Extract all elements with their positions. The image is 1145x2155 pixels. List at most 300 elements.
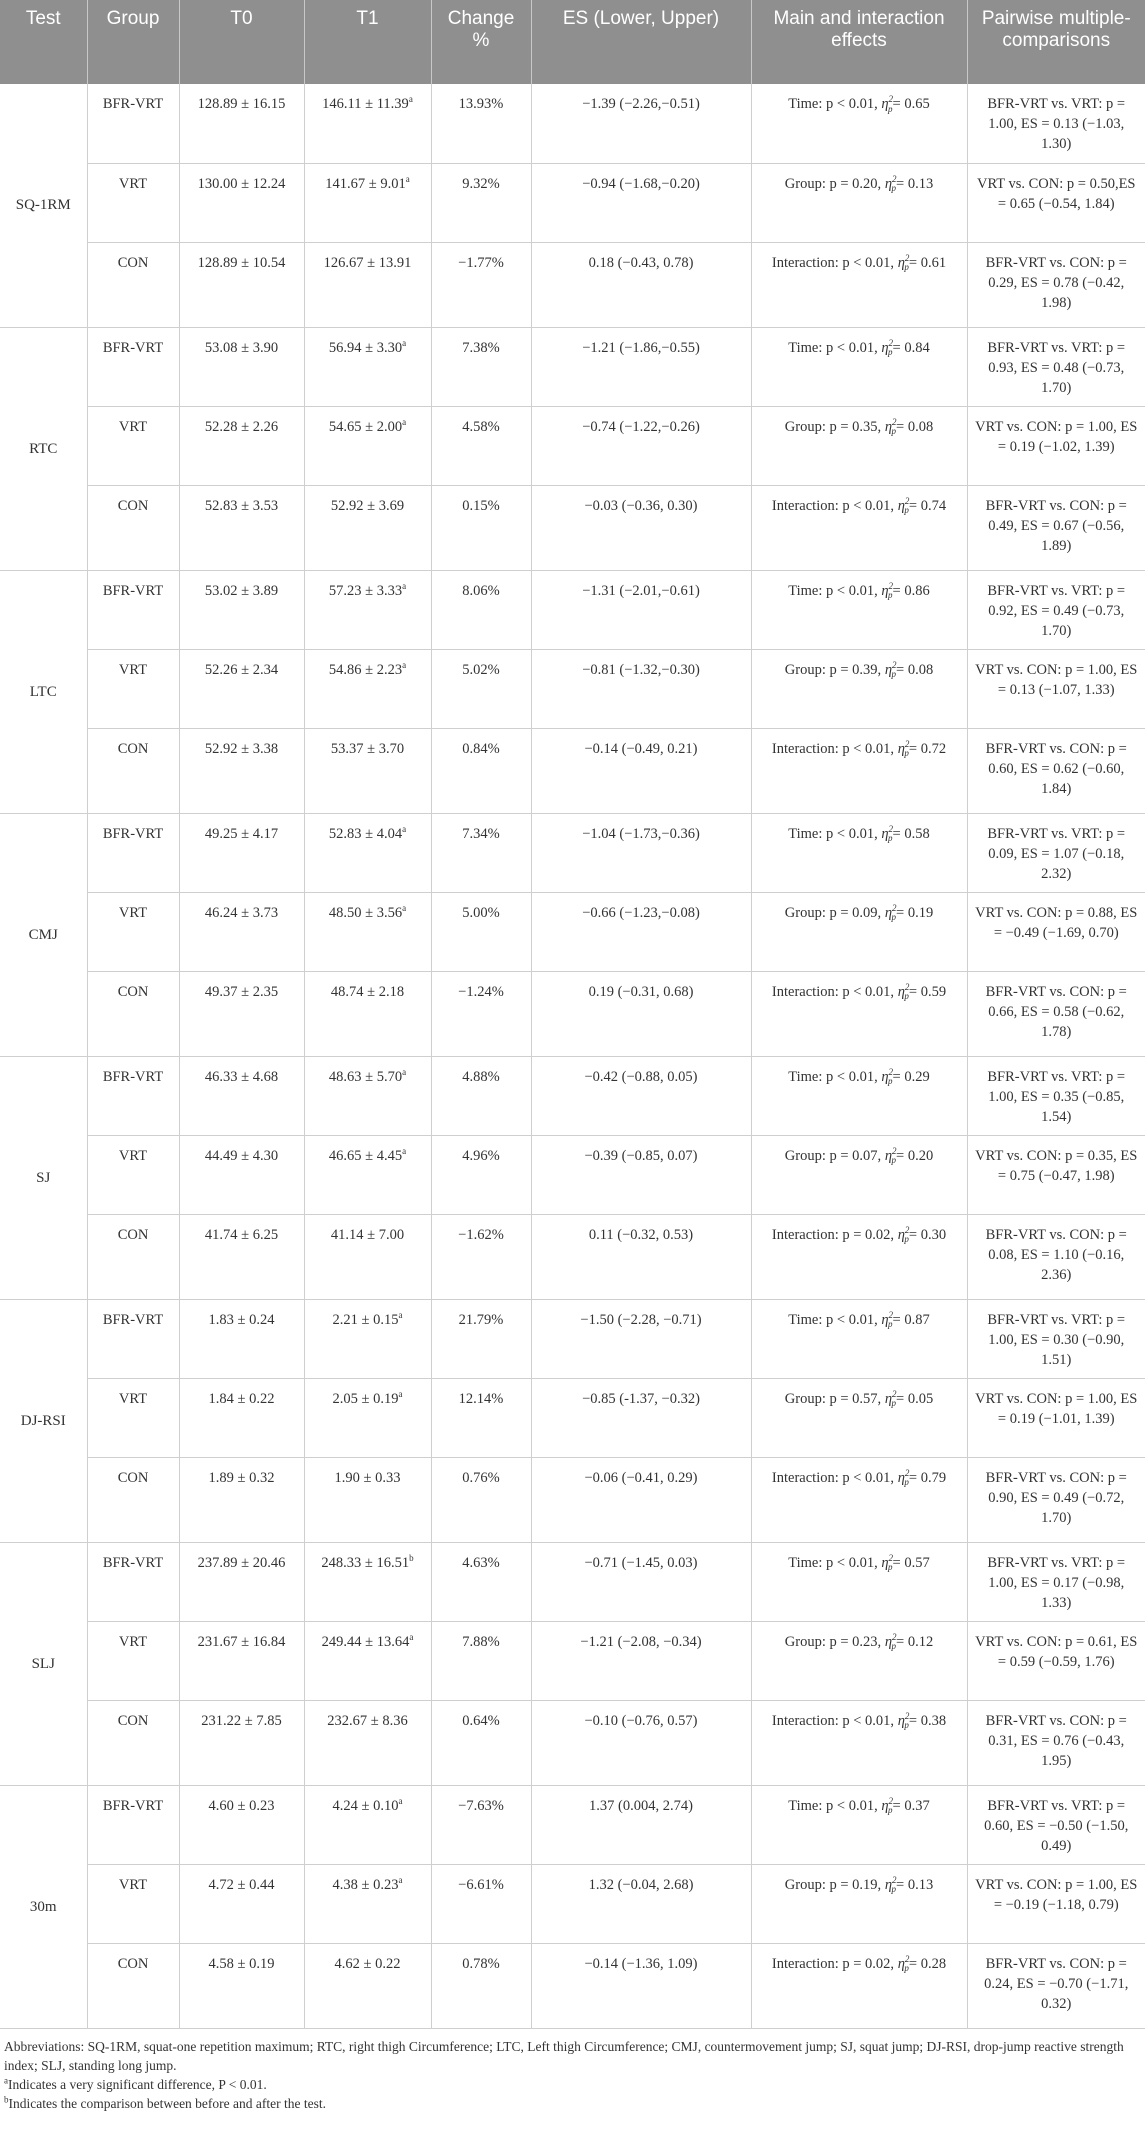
effects-cell — [751, 1299, 967, 1378]
t1-cell — [304, 570, 431, 649]
t1-cell — [304, 1621, 431, 1700]
t0-cell: 46.33 ± 4.68 — [179, 1056, 304, 1135]
effect-value: = 0.37 — [892, 1797, 930, 1814]
eta-subscript: p — [891, 426, 897, 437]
effects-cell — [751, 84, 967, 163]
eta-exponent: 2 — [904, 738, 910, 749]
eta-subscript: p — [891, 183, 897, 194]
t1-cell — [304, 1214, 431, 1299]
eta-exponent: 2 — [892, 1388, 897, 1399]
t0-cell: 41.74 ± 6.25 — [179, 1214, 304, 1299]
table-row — [0, 892, 1145, 971]
t0-cell: 4.72 ± 0.44 — [179, 1864, 304, 1943]
es-cell: 0.18 (−0.43, 0.78) — [531, 242, 751, 327]
pairwise-cell: VRT vs. CON: p = 1.00, ES = 0.13 (−1.07, 1.33) — [967, 649, 1145, 728]
es-cell: −0.74 (−1.22,−0.26) — [531, 406, 751, 485]
t1-value: 57.23 ± 3.33 — [328, 582, 403, 599]
effects-cell — [751, 406, 967, 485]
table-row — [0, 1214, 1145, 1299]
change-cell: 0.64% — [431, 1700, 531, 1785]
eta-letter: η — [881, 96, 889, 112]
t0-cell: 49.25 ± 4.17 — [179, 813, 304, 892]
t1-cell — [304, 327, 431, 406]
eta-squared-symbol — [897, 1467, 910, 1488]
effects-cell — [751, 892, 967, 971]
effect-label: Time: p < 0.01, — [788, 339, 882, 356]
eta-subscript: p — [904, 991, 909, 1002]
t1-value: 56.94 ± 3.30 — [328, 339, 403, 356]
es-cell: 1.37 (0.004, 2.74) — [531, 1785, 751, 1864]
test-name-cell: RTC — [0, 327, 87, 570]
table-row — [0, 1378, 1145, 1457]
t0-cell: 53.08 ± 3.90 — [179, 327, 304, 406]
es-cell: −1.04 (−1.73,−0.36) — [531, 813, 751, 892]
eta-letter: η — [884, 1147, 893, 1164]
change-cell: 12.14% — [431, 1378, 531, 1457]
t0-cell: 52.92 ± 3.38 — [179, 728, 304, 813]
t1-cell — [304, 813, 431, 892]
t0-cell: 49.37 ± 2.35 — [179, 971, 304, 1056]
effect-value: = 0.84 — [892, 339, 930, 356]
pairwise-cell: BFR-VRT vs. VRT: p = 0.09, ES = 1.07 (−0.18, 2.32) — [967, 813, 1145, 892]
eta-squared-symbol — [881, 823, 894, 844]
eta-squared-symbol — [881, 337, 894, 358]
change-cell: 0.84% — [431, 728, 531, 813]
t1-cell — [304, 1135, 431, 1214]
t1-cell — [304, 1457, 431, 1542]
effect-value: = 0.20 — [896, 1147, 934, 1164]
t0-cell: 4.58 ± 0.19 — [179, 1943, 304, 2028]
effect-value: = 0.65 — [892, 96, 930, 112]
pairwise-cell: BFR-VRT vs. CON: p = 0.31, ES = 0.76 (−0.43, 1.95) — [967, 1700, 1145, 1785]
t1-significance-mark: a — [398, 1874, 403, 1885]
header-change: Change % — [431, 0, 531, 84]
change-cell: 9.32% — [431, 163, 531, 242]
effect-value: = 0.13 — [896, 1876, 934, 1893]
eta-subscript: p — [891, 669, 897, 680]
effect-label: Interaction: p < 0.01, — [771, 983, 898, 1000]
eta-squared-symbol — [884, 173, 897, 194]
t1-value: 48.50 ± 3.56 — [328, 904, 403, 921]
eta-subscript: p — [904, 262, 909, 273]
eta-squared-symbol — [897, 1224, 910, 1245]
table-row — [0, 1621, 1145, 1700]
eta-squared-symbol — [881, 1066, 894, 1087]
t1-significance-mark: a — [402, 902, 407, 913]
eta-letter: η — [884, 1390, 893, 1407]
test-name-cell: 30m — [0, 1785, 87, 2028]
t0-cell: 231.22 ± 7.85 — [179, 1700, 304, 1785]
effect-label: Time: p < 0.01, — [788, 1554, 882, 1571]
effect-label: Group: p = 0.57, — [784, 1390, 885, 1407]
effect-value: = 0.61 — [908, 254, 947, 271]
t1-value: 126.67 ± 13.91 — [323, 254, 412, 271]
es-cell: −0.10 (−0.76, 0.57) — [531, 1700, 751, 1785]
t1-cell — [304, 1056, 431, 1135]
t0-cell: 237.89 ± 20.46 — [179, 1542, 304, 1621]
effect-value: = 0.05 — [896, 1390, 934, 1407]
eta-subscript: p — [888, 833, 893, 844]
eta-squared-symbol — [897, 738, 910, 759]
pairwise-cell: BFR-VRT vs. VRT: p = 1.00, ES = 0.35 (−0.85, 1.54) — [967, 1056, 1145, 1135]
es-cell: −0.94 (−1.68,−0.20) — [531, 163, 751, 242]
eta-letter: η — [897, 983, 905, 1000]
eta-letter: η — [881, 825, 889, 842]
eta-squared-symbol — [881, 1552, 894, 1573]
effect-label: Interaction: p < 0.01, — [771, 1712, 898, 1729]
eta-squared-symbol — [897, 981, 910, 1002]
table-row — [0, 971, 1145, 1056]
effect-label: Interaction: p < 0.01, — [771, 254, 898, 271]
table-row — [0, 485, 1145, 570]
eta-letter: η — [881, 1554, 889, 1571]
eta-subscript: p — [888, 1319, 893, 1330]
t1-value: 54.65 ± 2.00 — [328, 418, 403, 435]
effect-label: Interaction: p = 0.02, — [771, 1226, 898, 1243]
change-cell: 5.00% — [431, 892, 531, 971]
eta-subscript: p — [904, 505, 909, 516]
eta-exponent: 2 — [888, 1066, 894, 1077]
effect-value: = 0.87 — [892, 1311, 930, 1328]
t1-significance-mark: a — [402, 1145, 407, 1156]
group-cell: VRT — [87, 1621, 179, 1700]
t1-value: 52.92 ± 3.69 — [330, 497, 405, 514]
t1-cell — [304, 728, 431, 813]
t1-value: 2.21 ± 0.15 — [332, 1311, 399, 1328]
t1-significance-mark: a — [402, 337, 407, 348]
eta-subscript: p — [888, 1805, 893, 1816]
eta-subscript: p — [888, 103, 893, 114]
eta-exponent: 2 — [888, 94, 894, 105]
eta-exponent: 2 — [888, 823, 894, 834]
eta-letter: η — [897, 497, 905, 514]
pairwise-cell: VRT vs. CON: p = 0.61, ES = 0.59 (−0.59, 1.76) — [967, 1621, 1145, 1700]
table-row — [0, 728, 1145, 813]
table-row — [0, 570, 1145, 649]
effects-cell — [751, 327, 967, 406]
t1-significance-mark: a — [408, 94, 413, 105]
eta-squared-symbol — [897, 495, 910, 516]
t0-cell: 130.00 ± 12.24 — [179, 163, 304, 242]
t1-significance-mark: a — [409, 1631, 414, 1642]
pairwise-cell: BFR-VRT vs. CON: p = 0.60, ES = 0.62 (−0.60, 1.84) — [967, 728, 1145, 813]
effect-value: = 0.74 — [908, 497, 947, 514]
eta-subscript: p — [904, 1720, 909, 1731]
pairwise-cell: VRT vs. CON: p = 0.50,ES = 0.65 (−0.54, 1.84) — [967, 163, 1145, 242]
effect-label: Group: p = 0.23, — [784, 1633, 885, 1650]
effect-value: = 0.58 — [892, 825, 930, 842]
t1-cell — [304, 1785, 431, 1864]
effect-value: = 0.12 — [896, 1633, 934, 1650]
t1-value: 2.05 ± 0.19 — [332, 1390, 399, 1407]
effects-cell — [751, 1135, 967, 1214]
t0-cell: 231.67 ± 16.84 — [179, 1621, 304, 1700]
t1-significance-mark: a — [402, 1066, 407, 1077]
t1-value: 1.90 ± 0.33 — [334, 1469, 401, 1486]
effect-label: Group: p = 0.19, — [784, 1876, 885, 1893]
eta-letter: η — [884, 1876, 893, 1893]
es-cell: −0.14 (−1.36, 1.09) — [531, 1943, 751, 2028]
change-cell: 5.02% — [431, 649, 531, 728]
eta-subscript: p — [891, 1398, 897, 1409]
t1-value: 41.14 ± 7.00 — [330, 1226, 405, 1243]
t1-value: 4.38 ± 0.23 — [332, 1876, 399, 1893]
t0-cell: 1.84 ± 0.22 — [179, 1378, 304, 1457]
change-cell: 4.58% — [431, 406, 531, 485]
effects-cell — [751, 1943, 967, 2028]
header-effects: Main and interaction effects — [751, 0, 967, 84]
change-cell: −1.77% — [431, 242, 531, 327]
test-name-cell: DJ-RSI — [0, 1299, 87, 1542]
eta-exponent: 2 — [892, 1631, 897, 1642]
group-cell: CON — [87, 1943, 179, 2028]
effects-cell — [751, 728, 967, 813]
table-row — [0, 163, 1145, 242]
effect-value: = 0.29 — [892, 1068, 930, 1085]
effect-label: Time: p < 0.01, — [788, 1797, 882, 1814]
es-cell: 0.11 (−0.32, 0.53) — [531, 1214, 751, 1299]
t1-value: 232.67 ± 8.36 — [327, 1712, 408, 1729]
effects-cell — [751, 1700, 967, 1785]
change-cell: 0.76% — [431, 1457, 531, 1542]
effect-label: Time: p < 0.01, — [788, 825, 882, 842]
t0-cell: 44.49 ± 4.30 — [179, 1135, 304, 1214]
eta-squared-symbol — [884, 1874, 897, 1895]
es-cell: 1.32 (−0.04, 2.68) — [531, 1864, 751, 1943]
eta-letter: η — [881, 339, 889, 356]
pairwise-cell: BFR-VRT vs. VRT: p = 1.00, ES = 0.30 (−0.90, 1.51) — [967, 1299, 1145, 1378]
t1-value: 46.65 ± 4.45 — [328, 1147, 403, 1164]
effect-label: Interaction: p = 0.02, — [771, 1955, 898, 1972]
eta-letter: η — [884, 175, 893, 192]
group-cell: VRT — [87, 1864, 179, 1943]
t1-significance-mark: a — [402, 659, 407, 670]
eta-exponent: 2 — [888, 580, 894, 591]
pairwise-cell: BFR-VRT vs. CON: p = 0.08, ES = 1.10 (−0.16, 2.36) — [967, 1214, 1145, 1299]
group-cell: VRT — [87, 1135, 179, 1214]
eta-squared-symbol — [897, 1710, 910, 1731]
effect-value: = 0.57 — [892, 1554, 930, 1571]
es-cell: −0.66 (−1.23,−0.08) — [531, 892, 751, 971]
effect-value: = 0.08 — [896, 661, 934, 678]
eta-subscript: p — [904, 1234, 909, 1245]
eta-subscript: p — [888, 347, 893, 358]
t1-significance-mark: a — [398, 1795, 403, 1806]
group-cell: VRT — [87, 892, 179, 971]
effects-cell — [751, 813, 967, 892]
test-name-cell: CMJ — [0, 813, 87, 1056]
effect-label: Time: p < 0.01, — [788, 96, 882, 112]
eta-subscript: p — [888, 1076, 893, 1087]
es-cell: −0.14 (−0.49, 0.21) — [531, 728, 751, 813]
group-cell: VRT — [87, 406, 179, 485]
change-cell: 7.34% — [431, 813, 531, 892]
pairwise-cell: BFR-VRT vs. VRT: p = 1.00, ES = 0.13 (−1.03, 1.30) — [967, 84, 1145, 163]
t1-value: 48.63 ± 5.70 — [328, 1068, 403, 1085]
eta-letter: η — [897, 1469, 905, 1486]
change-cell: 0.78% — [431, 1943, 531, 2028]
footnote-a-text: Indicates a very significant difference, P < 0.01. — [8, 2076, 267, 2092]
eta-squared-symbol — [897, 1953, 910, 1974]
t1-significance-mark: a — [398, 1309, 403, 1320]
group-cell: BFR-VRT — [87, 1056, 179, 1135]
es-cell: −0.06 (−0.41, 0.29) — [531, 1457, 751, 1542]
header-row — [0, 0, 1145, 84]
header-test: Test — [0, 0, 87, 84]
eta-squared-symbol — [881, 1795, 894, 1816]
effect-value: = 0.79 — [908, 1469, 947, 1486]
eta-squared-symbol — [884, 902, 897, 923]
group-cell: CON — [87, 728, 179, 813]
eta-letter: η — [884, 904, 893, 921]
effects-cell — [751, 1214, 967, 1299]
eta-subscript: p — [891, 912, 897, 923]
es-cell: −0.03 (−0.36, 0.30) — [531, 485, 751, 570]
effects-cell — [751, 649, 967, 728]
change-cell: 4.63% — [431, 1542, 531, 1621]
effect-value: = 0.86 — [892, 582, 930, 599]
change-cell: 4.96% — [431, 1135, 531, 1214]
table-row — [0, 1785, 1145, 1864]
table-row — [0, 327, 1145, 406]
group-cell: BFR-VRT — [87, 327, 179, 406]
header-t1: T1 — [304, 0, 431, 84]
es-cell: −0.42 (−0.88, 0.05) — [531, 1056, 751, 1135]
abbreviations-note: Abbreviations: SQ-1RM, squat-one repetition maximum; RTC, right thigh Circumference; LTC, Left thigh Circumference; CMJ, countermovement jump; SJ, squat jump; DJ-RSI, drop-jump reactive strength index; SLJ, standing long jump. — [4, 2038, 1124, 2073]
t1-cell — [304, 406, 431, 485]
eta-exponent: 2 — [892, 1874, 897, 1885]
pairwise-cell: VRT vs. CON: p = 1.00, ES = 0.19 (−1.01, 1.39) — [967, 1378, 1145, 1457]
eta-exponent: 2 — [904, 252, 910, 263]
t1-cell — [304, 1542, 431, 1621]
eta-exponent: 2 — [888, 337, 894, 348]
eta-subscript: p — [888, 1562, 893, 1573]
eta-exponent: 2 — [888, 1552, 894, 1563]
effects-cell — [751, 163, 967, 242]
pairwise-cell: VRT vs. CON: p = 0.35, ES = 0.75 (−0.47, 1.98) — [967, 1135, 1145, 1214]
effect-label: Group: p = 0.39, — [784, 661, 885, 678]
eta-subscript: p — [888, 590, 893, 601]
table-body — [0, 84, 1145, 2028]
t1-value: 248.33 ± 16.51 — [321, 1554, 410, 1571]
group-cell: BFR-VRT — [87, 1542, 179, 1621]
eta-letter: η — [884, 661, 893, 678]
t1-cell — [304, 1700, 431, 1785]
eta-squared-symbol — [884, 659, 897, 680]
t0-cell: 46.24 ± 3.73 — [179, 892, 304, 971]
effect-value: = 0.59 — [908, 983, 947, 1000]
eta-exponent: 2 — [892, 173, 897, 184]
es-cell: −0.39 (−0.85, 0.07) — [531, 1135, 751, 1214]
eta-subscript: p — [904, 1477, 909, 1488]
es-cell: −1.31 (−2.01,−0.61) — [531, 570, 751, 649]
es-cell: −1.21 (−2.08, −0.34) — [531, 1621, 751, 1700]
header-group: Group — [87, 0, 179, 84]
change-cell: −6.61% — [431, 1864, 531, 1943]
change-cell: −1.62% — [431, 1214, 531, 1299]
t1-significance-mark: a — [402, 823, 407, 834]
group-cell: BFR-VRT — [87, 813, 179, 892]
group-cell: CON — [87, 1700, 179, 1785]
eta-squared-symbol — [881, 580, 894, 601]
group-cell: BFR-VRT — [87, 1299, 179, 1378]
group-cell: VRT — [87, 1378, 179, 1457]
t1-value: 4.62 ± 0.22 — [334, 1955, 401, 1972]
group-cell: CON — [87, 971, 179, 1056]
test-name-cell: LTC — [0, 570, 87, 813]
eta-exponent: 2 — [892, 1145, 897, 1156]
table-row — [0, 1542, 1145, 1621]
group-cell: VRT — [87, 649, 179, 728]
table-row — [0, 1457, 1145, 1542]
eta-letter: η — [897, 254, 905, 271]
test-name-cell: SLJ — [0, 1542, 87, 1785]
table-row — [0, 1700, 1145, 1785]
t1-value: 146.11 ± 11.39 — [322, 96, 409, 112]
pairwise-cell: BFR-VRT vs. CON: p = 0.66, ES = 0.58 (−0.62, 1.78) — [967, 971, 1145, 1056]
effects-cell — [751, 242, 967, 327]
eta-squared-symbol — [884, 1145, 897, 1166]
effect-value: = 0.72 — [908, 740, 947, 757]
eta-letter: η — [897, 1712, 905, 1729]
eta-letter: η — [881, 1068, 889, 1085]
t1-cell — [304, 1299, 431, 1378]
t1-significance-mark: a — [405, 173, 410, 184]
t1-cell — [304, 163, 431, 242]
t1-cell — [304, 242, 431, 327]
pairwise-cell: BFR-VRT vs. CON: p = 0.24, ES = −0.70 (−1.71, 0.32) — [967, 1943, 1145, 2028]
effects-cell — [751, 1785, 967, 1864]
group-cell: CON — [87, 1457, 179, 1542]
effect-value: = 0.28 — [908, 1955, 947, 1972]
group-cell: BFR-VRT — [87, 570, 179, 649]
table-footnotes — [0, 2029, 1145, 2113]
eta-subscript: p — [891, 1155, 897, 1166]
eta-exponent: 2 — [904, 1224, 910, 1235]
es-cell: −1.50 (−2.28, −0.71) — [531, 1299, 751, 1378]
pairwise-cell: BFR-VRT vs. VRT: p = 1.00, ES = 0.17 (−0.98, 1.33) — [967, 1542, 1145, 1621]
t1-cell — [304, 1943, 431, 2028]
effect-label: Group: p = 0.20, — [784, 175, 885, 192]
effect-value: = 0.30 — [908, 1226, 947, 1243]
effect-label: Time: p < 0.01, — [788, 1068, 882, 1085]
effects-cell — [751, 1056, 967, 1135]
pairwise-cell: BFR-VRT vs. VRT: p = 0.60, ES = −0.50 (−1.50, 0.49) — [967, 1785, 1145, 1864]
eta-exponent: 2 — [888, 1309, 894, 1320]
pairwise-cell: VRT vs. CON: p = 1.00, ES = −0.19 (−1.18, 0.79) — [967, 1864, 1145, 1943]
eta-exponent: 2 — [888, 1795, 894, 1806]
pairwise-cell: VRT vs. CON: p = 1.00, ES = 0.19 (−1.02, 1.39) — [967, 406, 1145, 485]
change-cell: 13.93% — [431, 84, 531, 163]
group-cell: BFR-VRT — [87, 1785, 179, 1864]
group-cell: CON — [87, 1214, 179, 1299]
eta-squared-symbol — [881, 1309, 894, 1330]
pairwise-cell: BFR-VRT vs. CON: p = 0.90, ES = 0.49 (−0.72, 1.70) — [967, 1457, 1145, 1542]
table-row — [0, 406, 1145, 485]
effects-cell — [751, 1621, 967, 1700]
change-cell: −7.63% — [431, 1785, 531, 1864]
eta-exponent: 2 — [892, 659, 897, 670]
effect-value: = 0.38 — [908, 1712, 947, 1729]
t0-cell: 4.60 ± 0.23 — [179, 1785, 304, 1864]
effect-label: Interaction: p < 0.01, — [771, 740, 898, 757]
effect-value: = 0.08 — [896, 418, 934, 435]
t0-cell: 1.83 ± 0.24 — [179, 1299, 304, 1378]
t1-value: 52.83 ± 4.04 — [328, 825, 403, 842]
change-cell: 7.88% — [431, 1621, 531, 1700]
eta-letter: η — [897, 1955, 905, 1972]
effects-cell — [751, 1457, 967, 1542]
